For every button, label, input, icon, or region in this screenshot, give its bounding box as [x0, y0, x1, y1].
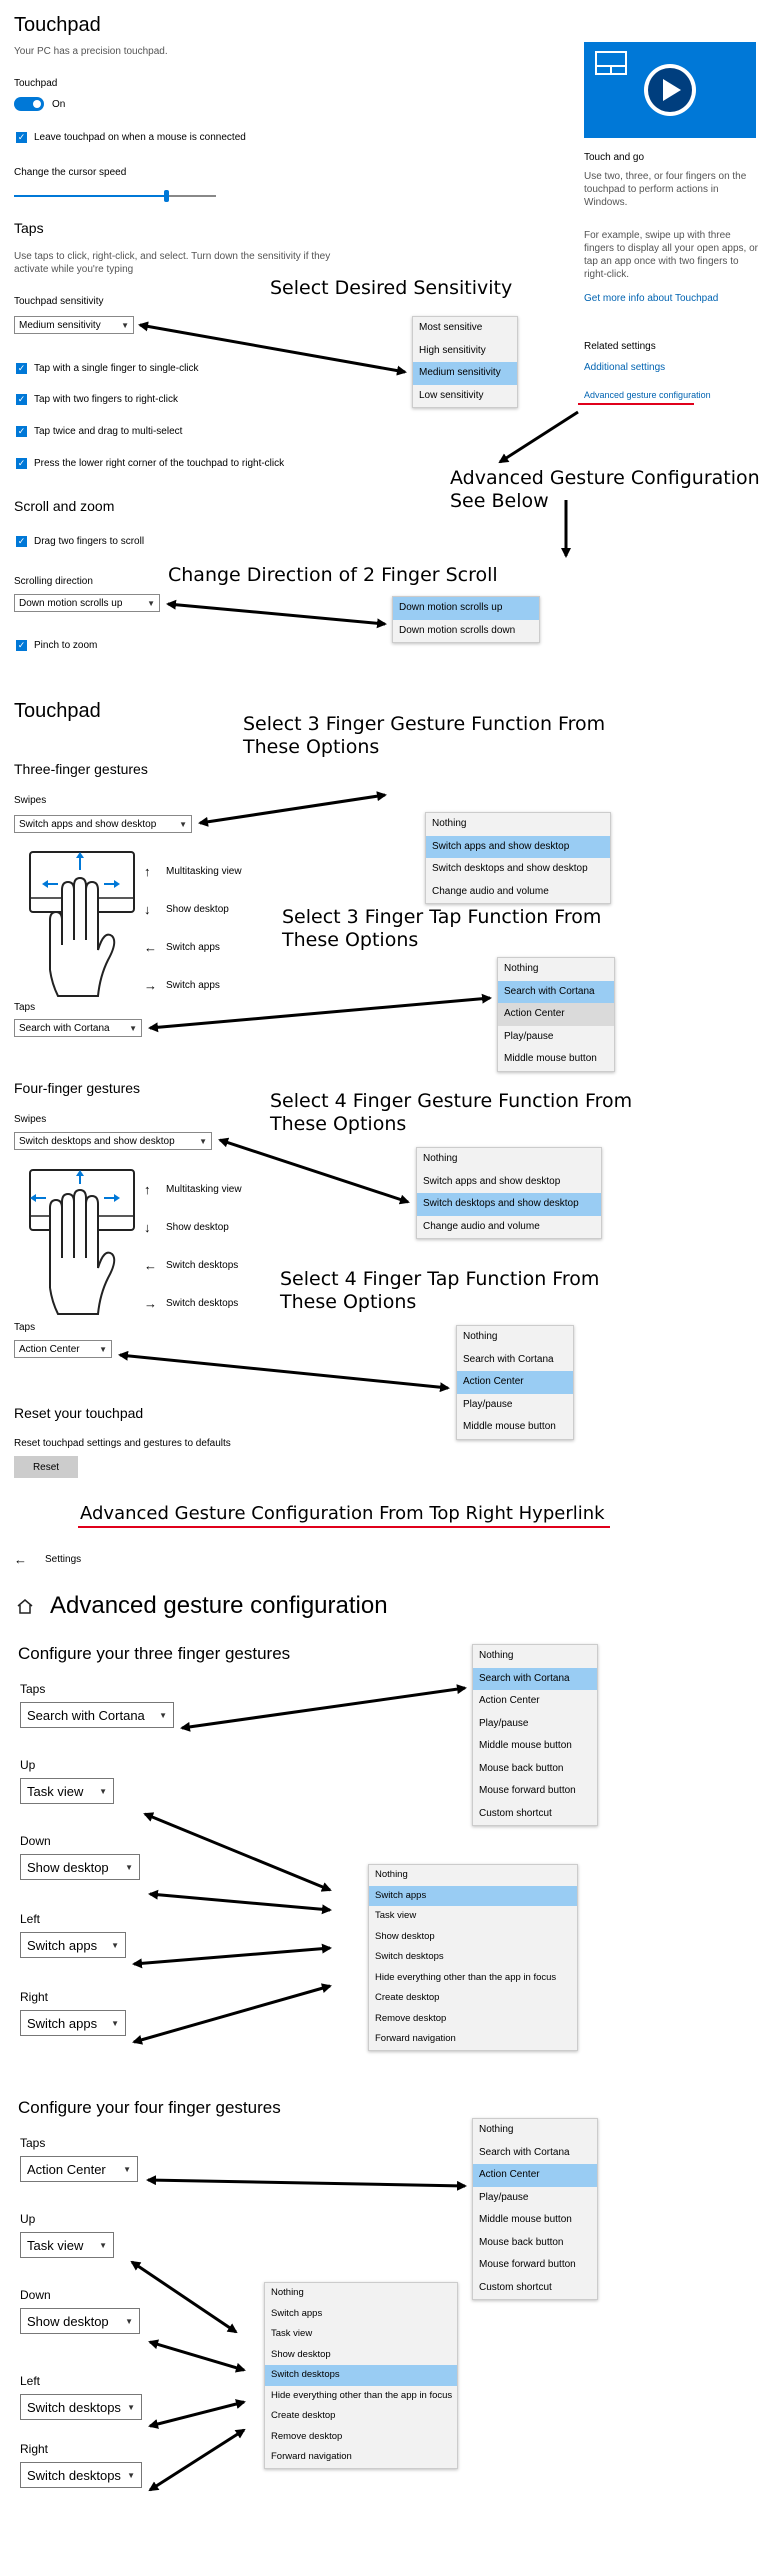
toggle-state: On	[52, 98, 66, 110]
chevron-down-icon: ▼	[125, 1862, 133, 1872]
list-item[interactable]: Change audio and volume	[423, 1220, 540, 1232]
annotation-advanced-heading: Advanced Gesture Configuration From Top Right Hyperlink	[80, 1503, 605, 1524]
reset-button[interactable]: Reset	[14, 1456, 78, 1478]
adv4-left-label: Left	[20, 2374, 41, 2388]
arrow-adv3-left	[134, 1948, 330, 1964]
four-swipes-dropdown[interactable]: Switch desktops and show desktop ▼	[14, 1132, 212, 1150]
list-item[interactable]: Show desktop	[375, 1930, 435, 1942]
chevron-down-icon: ▼	[121, 320, 129, 330]
annotation-three-swipe: Select 3 Finger Gesture Function From These Options	[243, 713, 606, 758]
four-finger-hand-illustration	[28, 1168, 136, 1316]
taps-heading: Taps	[14, 220, 44, 236]
annotation-underline	[78, 1526, 610, 1528]
adv4-taps-label: Taps	[20, 2136, 46, 2150]
list-item[interactable]: Most sensitive	[419, 322, 483, 333]
three-taps-dropdown[interactable]: Search with Cortana ▼	[14, 1019, 142, 1037]
press-corner-checkbox[interactable]: ✓ Press the lower right corner of the touchpad to right-click	[17, 458, 285, 469]
list-item[interactable]: Mouse back button	[479, 2236, 564, 2248]
list-item[interactable]: Mouse back button	[479, 1762, 564, 1774]
chevron-down-icon: ▼	[123, 2164, 131, 2174]
arrow-adv4-down	[150, 2342, 244, 2370]
page-title: Touchpad	[14, 14, 101, 36]
sensitivity-dropdown[interactable]: Medium sensitivity ▼	[14, 316, 134, 334]
list-item[interactable]: Forward navigation	[271, 2451, 352, 2462]
chevron-down-icon: ▼	[147, 598, 155, 608]
list-item[interactable]: Switch apps	[271, 2307, 323, 2319]
arrow-right-icon: →	[144, 977, 157, 993]
four-tap-options-list	[456, 1325, 574, 1440]
list-item[interactable]: Switch apps and show desktop	[423, 1175, 561, 1187]
list-item[interactable]: Custom shortcut	[479, 1807, 552, 1819]
arrow-four-swipe	[220, 1140, 408, 1202]
three-finger-heading: Three-finger gestures	[14, 761, 148, 777]
list-item[interactable]: Play/pause	[479, 2191, 529, 2203]
four-direction-list	[144, 1170, 242, 1322]
list-item[interactable]: Task view	[271, 2328, 313, 2339]
list-item[interactable]: Show desktop	[271, 2348, 331, 2360]
direction-down: ↓ Show desktop	[144, 901, 229, 917]
adv3-down-label: Down	[20, 1834, 51, 1848]
arrow-adv4-taps	[148, 2180, 465, 2186]
three-direction-list	[144, 852, 242, 1004]
list-item[interactable]: Switch desktops and show desktop	[432, 863, 588, 874]
list-item[interactable]: Nothing	[479, 1650, 514, 1661]
adv3-swipe-options-list	[368, 1864, 578, 2051]
list-item[interactable]: Nothing	[504, 963, 539, 974]
adv4-left-dropdown[interactable]: Switch desktops ▼	[20, 2394, 142, 2420]
advanced-header	[16, 1592, 388, 1620]
chevron-down-icon: ▼	[127, 2470, 135, 2480]
scroll-direction-dropdown[interactable]: Down motion scrolls up ▼	[14, 594, 160, 612]
drag-two-checkbox[interactable]: ✓ Drag two fingers to scroll	[17, 536, 145, 547]
adv4-right-label: Right	[20, 2442, 49, 2456]
list-item[interactable]: Remove desktop	[375, 2012, 447, 2024]
checkmark-icon: ✓	[17, 394, 26, 404]
list-item[interactable]: Switch apps and show desktop	[426, 836, 610, 859]
reset-heading: Reset your touchpad	[14, 1405, 144, 1421]
tap-drag-checkbox[interactable]: ✓ Tap twice and drag to multi-select	[17, 426, 183, 437]
checkmark-icon: ✓	[17, 132, 26, 142]
list-item[interactable]: Forward navigation	[375, 2033, 456, 2044]
list-item[interactable]: Nothing	[423, 1153, 458, 1164]
sensitivity-options-list	[412, 316, 518, 408]
arrow-down-icon: ↓	[144, 1219, 151, 1235]
three-swipes-dropdown[interactable]: Switch apps and show desktop ▼	[14, 815, 192, 833]
advanced-gesture-link[interactable]: Advanced gesture configuration	[584, 390, 711, 400]
list-item[interactable]: Low sensitivity	[419, 389, 484, 401]
direction-right: → Switch desktops	[144, 1295, 239, 1311]
adv3-tap-options-list	[472, 1644, 598, 1826]
advanced-title: Advanced gesture configuration	[50, 1592, 388, 1619]
three-swipes-label: Swipes	[14, 795, 47, 806]
adv4-up-label: Up	[20, 2212, 36, 2226]
chevron-down-icon: ▼	[179, 819, 187, 829]
list-item[interactable]: Play/pause	[504, 1030, 554, 1042]
list-item[interactable]: Switch desktops	[265, 2365, 457, 2386]
arrow-adv3-right	[134, 1986, 330, 2042]
four-taps-dropdown[interactable]: Action Center ▼	[14, 1340, 112, 1358]
gestures-title: Touchpad	[14, 700, 101, 722]
arrow-left-icon: ←	[144, 1257, 157, 1273]
list-item[interactable]: Nothing	[375, 1869, 408, 1880]
checkmark-icon: ✓	[17, 536, 26, 546]
chevron-down-icon: ▼	[129, 1023, 137, 1033]
adv4-up-dropdown[interactable]: Task view ▼	[20, 2232, 114, 2258]
three-taps-label: Taps	[14, 1002, 36, 1013]
touch-and-go-desc2: For example, swipe up with three fingers to display all your open apps, or tap an app once with two fingers to right-click.	[584, 230, 758, 280]
list-item[interactable]: Remove desktop	[271, 2430, 343, 2442]
checkmark-icon: ✓	[17, 458, 26, 468]
chevron-down-icon: ▼	[159, 1710, 167, 1720]
chevron-down-icon: ▼	[199, 1136, 207, 1146]
annotation-four-swipe: Select 4 Finger Gesture Function From These Options	[270, 1090, 633, 1135]
touch-and-go-video[interactable]	[584, 42, 756, 138]
direction-up: ↑ Multitasking view	[144, 1181, 242, 1197]
annotation-four-tap: Select 4 Finger Tap Function From These Options	[280, 1268, 600, 1313]
adv4-down-label: Down	[20, 2288, 51, 2302]
arrow-adv4-up	[132, 2262, 236, 2332]
three-tap-options-list	[497, 957, 615, 1072]
list-item[interactable]: Mouse forward button	[479, 2259, 576, 2270]
arrow-scroll	[168, 604, 385, 624]
three-finger-hand-illustration	[28, 850, 136, 998]
list-item[interactable]: Middle mouse button	[504, 1053, 597, 1064]
list-item[interactable]: Nothing	[271, 2287, 304, 2298]
list-item[interactable]: Change audio and volume	[432, 885, 549, 897]
arrow-up-icon: ↑	[144, 1181, 151, 1197]
list-item[interactable]: Task view	[375, 1910, 417, 1921]
arrow-adv4-right	[150, 2430, 244, 2490]
list-item[interactable]: Nothing	[479, 2124, 514, 2135]
chevron-down-icon: ▼	[111, 2018, 119, 2028]
additional-settings-link[interactable]: Additional settings	[584, 362, 666, 373]
list-item[interactable]: Custom shortcut	[479, 2281, 552, 2293]
scroll-direction-label: Scrolling direction	[14, 576, 93, 587]
list-item[interactable]: Nothing	[463, 1331, 498, 1342]
taps-description: Use taps to click, right-click, and select. Turn down the sensitivity if they activate while you're typing	[14, 251, 331, 275]
list-item[interactable]: Middle mouse button	[479, 2214, 572, 2225]
adv4-down-dropdown[interactable]: Show desktop ▼	[20, 2308, 140, 2334]
cursor-speed-label: Change the cursor speed	[14, 167, 127, 178]
reset-description: Reset touchpad settings and gestures to defaults	[14, 1438, 231, 1449]
adv3-right-dropdown[interactable]: Switch apps ▼	[20, 2010, 126, 2036]
list-item[interactable]: Action Center	[457, 1371, 573, 1394]
four-swipe-options-list	[416, 1147, 602, 1239]
three-swipe-options-list	[425, 812, 611, 904]
checkmark-icon: ✓	[17, 640, 26, 650]
adv3-left-label: Left	[20, 1912, 41, 1926]
list-item[interactable]: Action Center	[498, 1003, 614, 1026]
toggle-switch[interactable]	[14, 97, 44, 111]
chevron-down-icon: ▼	[99, 2240, 107, 2250]
four-swipes-label: Swipes	[14, 1114, 47, 1125]
pinch-checkbox[interactable]: ✓ Pinch to zoom	[17, 640, 98, 651]
annotation-three-tap: Select 3 Finger Tap Function From These Options	[282, 906, 602, 951]
list-item[interactable]: Down motion scrolls down	[399, 624, 516, 636]
arrow-adv3-taps	[182, 1688, 465, 1728]
adv3-right-label: Right	[20, 1990, 49, 2004]
slider-thumb[interactable]	[164, 190, 169, 202]
settings-label: Settings	[45, 1554, 82, 1565]
list-item[interactable]: Down motion scrolls up	[393, 597, 539, 620]
adv3-up-label: Up	[20, 1758, 36, 1772]
checkmark-icon: ✓	[17, 363, 26, 373]
adv4-right-dropdown[interactable]: Switch desktops ▼	[20, 2462, 142, 2488]
list-item[interactable]: High sensitivity	[419, 344, 486, 356]
adv4-swipe-options-list	[264, 2282, 458, 2469]
adv3-taps-dropdown[interactable]: Search with Cortana ▼	[20, 1702, 174, 1728]
list-item[interactable]: Hide everything other than the app in focus	[375, 1971, 557, 1983]
related-settings-heading: Related settings	[584, 341, 656, 352]
list-item[interactable]: Action Center	[473, 2164, 597, 2187]
list-item[interactable]: Middle mouse button	[479, 1740, 572, 1751]
cursor-speed-slider[interactable]	[14, 190, 216, 202]
touch-and-go-desc1: Use two, three, or four fingers on the touchpad to perform actions in Windows.	[584, 171, 747, 208]
direction-right: → Switch apps	[144, 977, 220, 993]
list-item[interactable]: Switch desktops and show desktop	[417, 1193, 601, 1216]
list-item[interactable]: Play/pause	[479, 1717, 529, 1729]
annotation-sensitivity: Select Desired Sensitivity	[270, 277, 513, 299]
arrow-three-swipe	[200, 795, 385, 823]
list-item[interactable]: Create desktop	[375, 1992, 440, 2003]
adv4-tap-options-list	[472, 2118, 598, 2300]
direction-left: ← Switch apps	[144, 939, 220, 955]
arrow-down-icon: ↓	[144, 901, 151, 917]
arrow-right-icon: →	[144, 1295, 157, 1311]
list-item[interactable]: Hide everything other than the app in focus	[271, 2389, 453, 2401]
list-item[interactable]: Action Center	[479, 1695, 540, 1706]
arrow-adv3-down	[150, 1894, 330, 1910]
list-item[interactable]: Middle mouse button	[463, 1421, 556, 1432]
advanced-link-underline	[578, 403, 694, 405]
arrow-adv3-up	[145, 1814, 330, 1890]
touch-and-go-title: Touch and go	[584, 152, 645, 163]
scroll-options-list	[392, 596, 540, 643]
list-item[interactable]: Mouse forward button	[479, 1785, 576, 1796]
touchpad-label: Touchpad	[14, 78, 58, 89]
list-item[interactable]: Search with Cortana	[463, 1353, 554, 1365]
touchpad-toggle[interactable]	[14, 97, 65, 111]
back-arrow-icon[interactable]: ←	[14, 1552, 27, 1567]
tap-two-checkbox[interactable]: ✓ Tap with two fingers to right-click	[17, 394, 178, 405]
sensitivity-label: Touchpad sensitivity	[14, 296, 104, 307]
three-config-heading: Configure your three finger gestures	[18, 1644, 291, 1663]
scroll-heading: Scroll and zoom	[14, 498, 115, 514]
arrow-four-tap	[120, 1355, 448, 1388]
list-item[interactable]: Search with Cortana	[473, 1668, 597, 1691]
direction-left: ← Switch desktops	[144, 1257, 239, 1273]
list-item[interactable]: Search with Cortana	[479, 2146, 570, 2158]
arrow-advanced-link	[500, 412, 578, 462]
arrow-up-icon: ↑	[144, 863, 151, 879]
checkmark-icon: ✓	[17, 426, 26, 436]
adv3-taps-label: Taps	[20, 1682, 46, 1696]
leave-on-checkbox[interactable]: ✓ Leave touchpad on when a mouse is connected	[17, 132, 246, 143]
adv3-up-dropdown[interactable]: Task view ▼	[20, 1778, 114, 1804]
annotation-scroll-direction: Change Direction of 2 Finger Scroll	[168, 564, 498, 586]
home-icon[interactable]	[16, 1598, 34, 1614]
four-taps-label: Taps	[14, 1322, 36, 1333]
chevron-down-icon: ▼	[111, 1940, 119, 1950]
chevron-down-icon: ▼	[125, 2316, 133, 2326]
arrow-left-icon: ←	[144, 939, 157, 955]
chevron-down-icon: ▼	[127, 2402, 135, 2412]
video-thumbnail-icon	[584, 42, 756, 138]
list-item[interactable]: Play/pause	[463, 1398, 513, 1410]
direction-down: ↓ Show desktop	[144, 1219, 229, 1235]
adv3-left-dropdown[interactable]: Switch apps ▼	[20, 1932, 126, 1958]
chevron-down-icon: ▼	[99, 1344, 107, 1354]
chevron-down-icon: ▼	[99, 1786, 107, 1796]
more-info-link[interactable]: Get more info about Touchpad	[584, 293, 719, 304]
adv3-down-dropdown[interactable]: Show desktop ▼	[20, 1854, 140, 1880]
tap-single-checkbox[interactable]: ✓ Tap with a single finger to single-click	[17, 363, 199, 374]
annotation-advanced: Advanced Gesture Configuration See Below	[450, 467, 760, 512]
four-finger-heading: Four-finger gestures	[14, 1080, 141, 1096]
list-item[interactable]: Search with Cortana	[498, 981, 614, 1004]
adv4-taps-dropdown[interactable]: Action Center ▼	[20, 2156, 138, 2182]
four-config-heading: Configure your four finger gestures	[18, 2098, 281, 2117]
list-item[interactable]: Switch desktops	[375, 1951, 444, 1962]
list-item[interactable]: Switch apps	[369, 1886, 577, 1907]
list-item[interactable]: Medium sensitivity	[413, 362, 517, 385]
list-item[interactable]: Nothing	[432, 818, 467, 829]
back-nav[interactable]	[14, 1552, 81, 1567]
direction-up: ↑ Multitasking view	[144, 863, 242, 879]
list-item[interactable]: Create desktop	[271, 2410, 336, 2421]
arrow-adv4-left	[150, 2402, 244, 2426]
page-subtitle: Your PC has a precision touchpad.	[14, 46, 168, 57]
